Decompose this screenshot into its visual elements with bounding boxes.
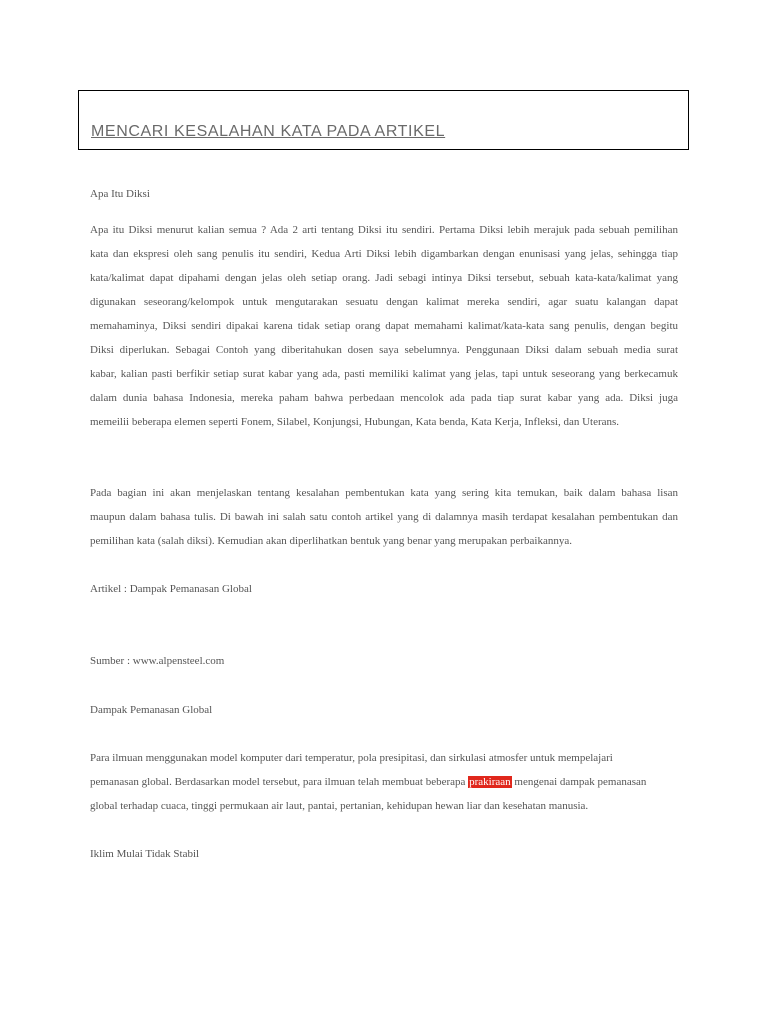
paragraph-line: Pada bagian ini akan menjelaskan tentang kesalahan pembentukan kata yang sering kita temukan, baik dalam bahasa lisan: [90, 487, 678, 499]
dampak-heading: Dampak Pemanasan Global: [90, 704, 213, 716]
paragraph-line: kabar, kalian pasti berfikir setiap surat kabar yang ada, pasti memiliki kalimat yang jelas, tapi untuk seseorang yang berkecamuk: [90, 368, 678, 380]
paragraph-line: pemilihan kata (salah diksi). Kemudian akan diperlihatkan bentuk yang benar yang merupakan perbaikannya.: [90, 535, 572, 547]
spacer: [90, 722, 678, 746]
paragraph-diksi: [90, 218, 678, 434]
artikel-label: Artikel : Dampak Pemanasan Global: [90, 583, 252, 595]
paragraph-line-highlight: [90, 770, 678, 794]
paragraph-line: memahaminya, Diksi sendiri dipakai karena tidak setiap orang dapat memahami kalimat/kata-kata sang penulis, dengan begitu: [90, 320, 678, 332]
text-before-highlight: pemanasan global. Berdasarkan model tersebut, para ilmuan telah membuat beberapa: [90, 776, 466, 788]
page-title: MENCARI KESALAHAN KATA PADA ARTIKEL: [91, 123, 446, 140]
paragraph-line: kata/kalimat dapat dipahami dengan jelas oleh setiap orang. Jadi sebagi intinya Diksi tersebut, sebuah kata-kata/kalimat yang: [90, 272, 678, 284]
paragraph-line: maupun dalam bahasa tulis. Di bawah ini salah satu contoh artikel yang di dalamnya masih terdapat kesalahan pembentukan dan: [90, 511, 678, 523]
paragraph-intro: [90, 481, 678, 553]
spacer: [90, 673, 678, 698]
paragraph-dampak: [90, 746, 678, 818]
paragraph-line: kata dan ekspresi oleh sang penulis itu sendiri, Kedua Arti Diksi lebih digambarkan dengan enunisasi yang jelas, sehingga tiap: [90, 248, 678, 260]
paragraph-line: digunakan seseorang/kelompok untuk mengutarakan sesuatu dengan kalimat mereka sendiri, agar suatu kalangan dapat: [90, 296, 678, 308]
sumber-line: Sumber : www.alpensteel.com: [90, 655, 225, 667]
spacer: [90, 206, 678, 218]
spacer: [90, 601, 678, 649]
iklim-heading: Iklim Mulai Tidak Stabil: [90, 848, 200, 860]
paragraph-line: global terhadap cuaca, tinggi permukaan air laut, pantai, pertanian, kehidupan hewan liar dan kesehatan manusia.: [90, 800, 589, 812]
title-box: [78, 90, 689, 150]
paragraph-line: dalam dunia bahasa Indonesia, mereka paham bahwa perbedaan mencolok ada pada tiap surat kabar yang ada. Diksi juga: [90, 392, 678, 404]
spacer: [90, 818, 678, 842]
paragraph-line: Apa itu Diksi menurut kalian semua ? Ada 2 arti tentang Diksi itu sendiri. Pertama Diksi lebih merajuk pada sebuah pemilihan: [90, 224, 678, 236]
spacer: [90, 553, 678, 577]
heading-apa-itu-diksi: Apa Itu Diksi: [90, 188, 150, 200]
paragraph-line: Diksi diperlukan. Sebagai Contoh yang diberitahukan dosen saya sebelumnya. Penggunaan Diksi dalam sebuah media surat: [90, 344, 678, 356]
paragraph-line: Para ilmuan menggunakan model komputer dari temperatur, pola presipitasi, dan sirkulasi atmosfer untuk mempelajari: [90, 752, 613, 764]
text-after-highlight: mengenai dampak pemanasan: [514, 776, 647, 788]
highlighted-word: prakiraan: [469, 776, 511, 788]
spacer: [90, 434, 678, 481]
article-content: [90, 182, 678, 866]
paragraph-line: memeilii beberapa elemen seperti Fonem, Silabel, Konjungsi, Hubungan, Kata benda, Kata Kerja, Infleksi, dan Uterans.: [90, 416, 620, 428]
